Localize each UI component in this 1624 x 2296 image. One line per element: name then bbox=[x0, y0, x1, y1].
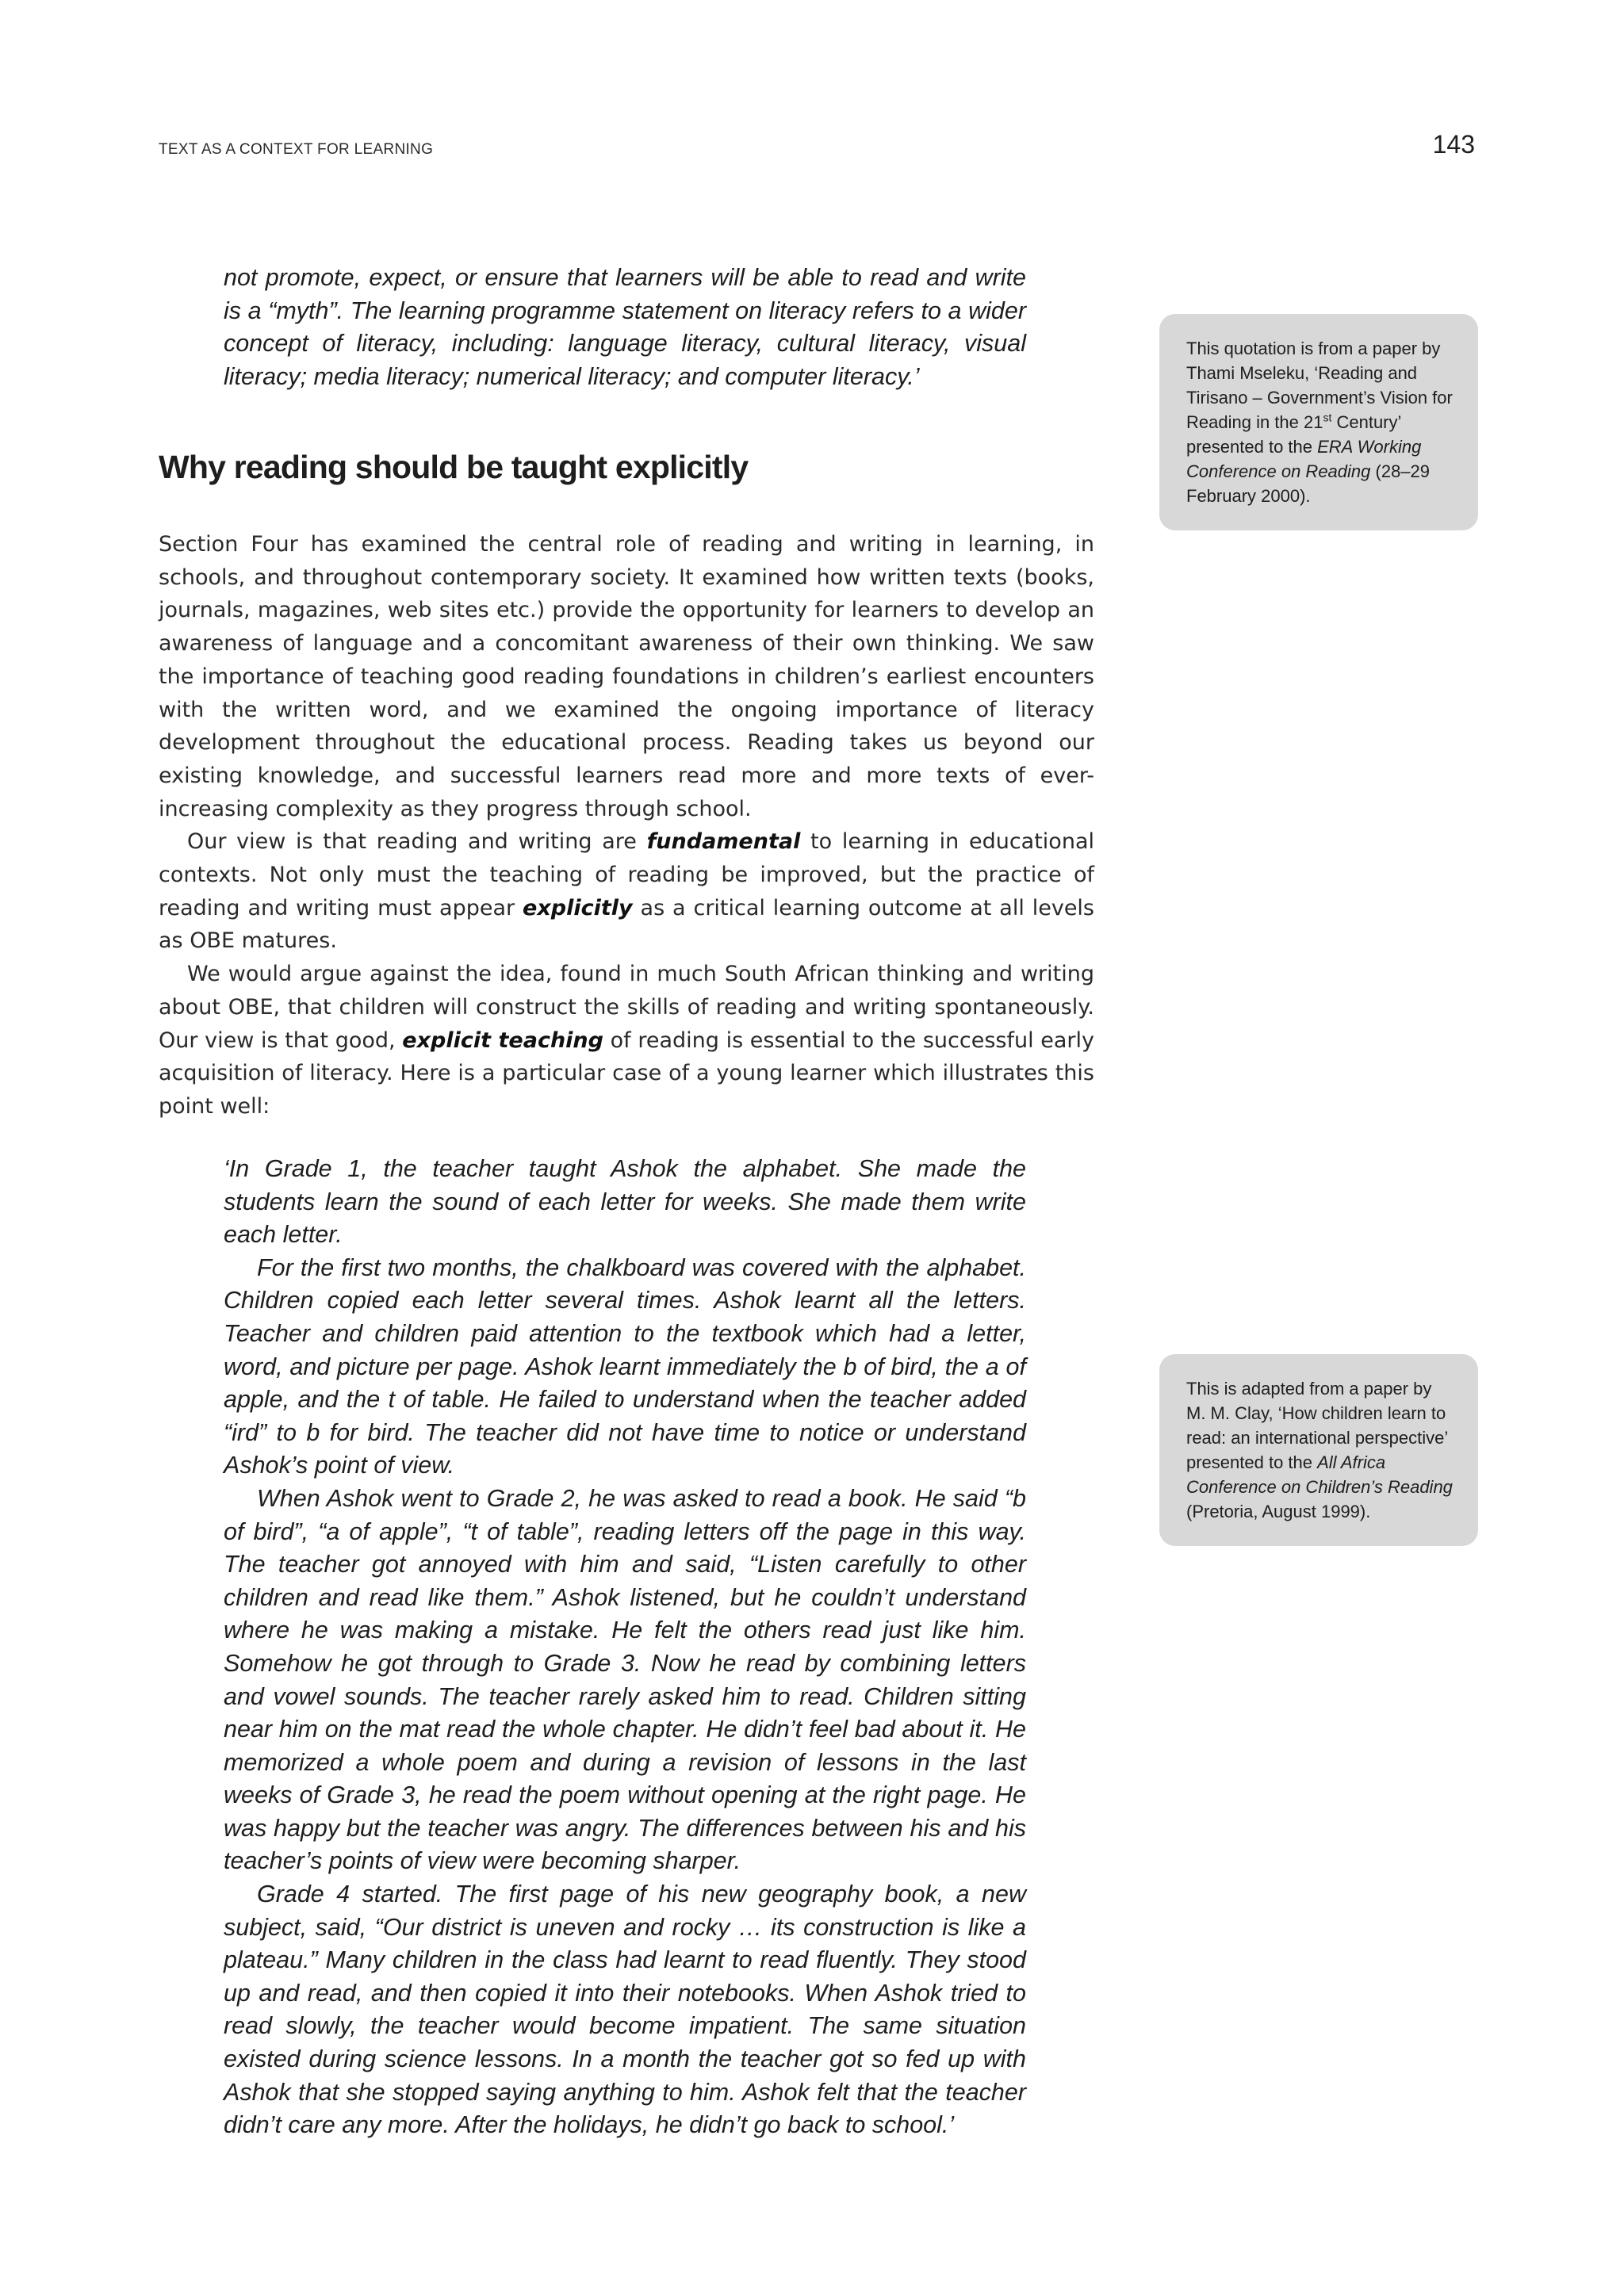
running-head: TEXT AS A CONTEXT FOR LEARNING bbox=[159, 141, 434, 158]
section-heading: Why reading should be taught explicitly bbox=[159, 449, 749, 485]
note-1-text-1: This quotation is from a paper by Thami Mseleku, ‘Reading and Tirisano – Government’s Vision for Reading in the 21 bbox=[1186, 339, 1453, 432]
note-2-italic: All Africa Conference on Children’s Reading bbox=[1186, 1452, 1453, 1497]
paragraph-3-after: of reading is essential to the successful early acquisition of literacy. Here is a particular case of a young learner which illustrates this point well: bbox=[159, 1027, 1094, 1119]
paragraph-2 bbox=[159, 825, 1094, 958]
note-2-text-2: (Pretoria, August 1999). bbox=[1186, 1502, 1371, 1521]
opening-quote bbox=[224, 262, 1026, 393]
case-study-quote bbox=[224, 1153, 1026, 2142]
paragraph-3-before: We would argue against the idea, found in much South African thinking and writing about OBE, that children will construct the skills of reading and writing spontaneously. Our view is that good, bbox=[159, 962, 1094, 1053]
paragraph-2-emphasis-2: explicitly bbox=[523, 895, 633, 920]
note-2-text-1: This is adapted from a paper by M. M. Clay, ‘How children learn to read: an international perspective’ presented to the bbox=[1186, 1379, 1448, 1472]
paragraph-3 bbox=[159, 958, 1094, 1123]
note-1-text-3: (28–29 February 2000). bbox=[1186, 461, 1431, 506]
paragraph-1: Section Four has examined the central role of reading and writing in learning, in schools, and throughout contemporary society. It examined how written texts (books, journals, magazines, web sites etc.) provide the opportunity for learners to develop an awareness of language and a concomitant awareness of their own thinking. We saw the importance of teaching good reading foundations in children’s earliest encounters with the written word, and we examined the ongoing importance of literacy development throughout the educational process. Reading takes us beyond our existing knowledge, and successful learners read more and more texts of ever-increasing complexity as they progress through school. bbox=[159, 532, 1094, 821]
paragraph-2-before: Our view is that reading and writing are bbox=[187, 829, 647, 855]
case-study-paragraph: ‘In Grade 1, the teacher taught Ashok the alphabet. She made the students learn the sound of each letter for weeks. She made them write each letter. bbox=[224, 1155, 1026, 1249]
paragraph-3-emphasis: explicit teaching bbox=[402, 1027, 603, 1053]
body-text bbox=[159, 528, 1094, 1123]
case-study-paragraph: When Ashok went to Grade 2, he was asked to read a book. He said “b of bird”, “a of apple”, “t of table”, reading letters off the page in this way. The teacher got annoyed with him and said, “Listen carefully to other children and read like them.” Ashok listened, but he couldn’t understand where he was making a mistake. He felt the others read just like him. Somehow he got through to Grade 3. Now he read by combining letters and vowel sounds. The teacher rarely asked him to read. Children sitting near him on the mat read the whole chapter. He didn’t feel bad about it. He memorized a whole poem and during a revision of lessons in the last weeks of Grade 3, he read the poem without opening at the right page. He was happy but the teacher was angry. The differences between his and his teacher’s points of view were becoming sharper. bbox=[224, 1484, 1026, 1875]
note-1-text-2: Century’ presented to the bbox=[1186, 412, 1401, 457]
paragraph-2-after: as a critical learning outcome at all levels as OBE matures. bbox=[159, 895, 1095, 954]
page-number: 143 bbox=[1432, 130, 1475, 159]
paragraph-2-emphasis-1: fundamental bbox=[646, 829, 801, 855]
note-1-superscript: st bbox=[1323, 411, 1332, 424]
margin-note-quotation-source bbox=[1159, 314, 1478, 530]
opening-quote-text: not promote, expect, or ensure that learners will be able to read and write is a “myth”. The learning programme statement on literacy refers to a wider concept of literacy, including: language literacy, cultural literacy, visual literacy; media literacy; numerical literacy; and computer literacy.’ bbox=[224, 264, 1026, 390]
margin-note-adaptation-source bbox=[1159, 1354, 1478, 1546]
case-study-paragraph: Grade 4 started. The first page of his new geography book, a new subject, said, “Our district is uneven and rocky … its construction is like a plateau.” Many children in the class had learnt to read fluently. They stood up and read, and then copied it into their notebooks. When Ashok tried to read slowly, the teacher would become impatient. The same situation existed during science lessons. In a month the teacher got so fed up with Ashok that she stopped saying anything to him. Ashok felt that the teacher didn’t care any more. After the holidays, he didn’t go back to school.’ bbox=[224, 1881, 1026, 2139]
paragraph-2-middle: to learning in educational contexts. Not only must the teaching of reading be improved, but the practice of reading and writing must appear bbox=[159, 829, 1094, 920]
note-1-italic: ERA Working Conference on Reading bbox=[1186, 437, 1422, 481]
case-study-paragraph: For the first two months, the chalkboard was covered with the alphabet. Children copied each letter several times. Ashok learnt all the letters. Teacher and children paid attention to the textbook which had a letter, word, and picture per page. Ashok learnt immediately the b of bird, the a of apple, and the t of table. He failed to understand when the teacher added “ird” to b for bird. The teacher did not have time to notice or understand Ashok’s point of view. bbox=[224, 1253, 1026, 1479]
